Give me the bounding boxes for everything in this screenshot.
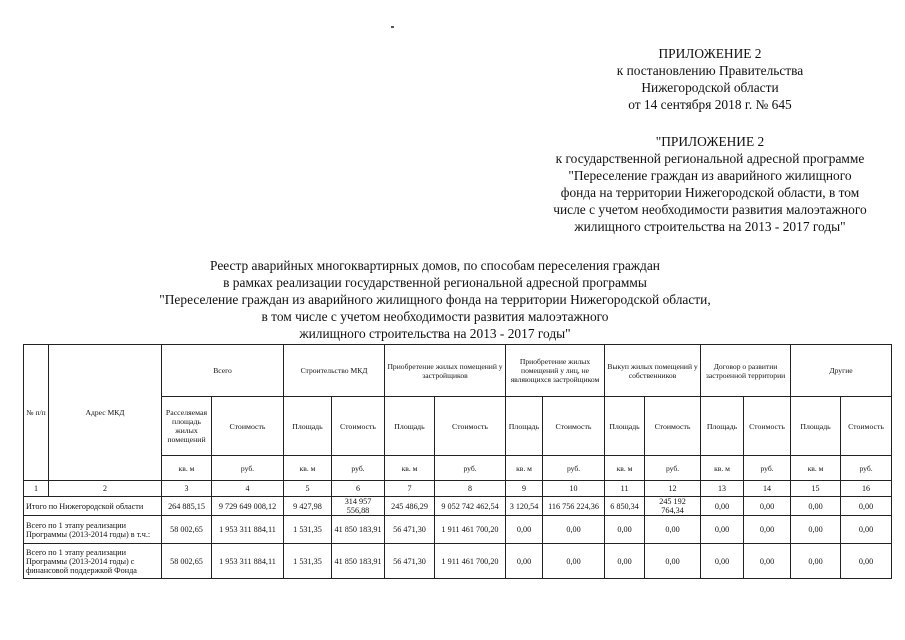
appendix-line: фонда на территории Нижегородской области, в том <box>560 185 860 200</box>
data-cell: 0,00 <box>645 516 701 544</box>
unit-cell: кв. м <box>605 456 645 481</box>
title-line: в рамках реализации государственной региональной адресной программы <box>223 275 647 290</box>
data-cell: 56 471,30 <box>385 544 435 579</box>
table-row <box>24 497 892 516</box>
column-number-cell: 5 <box>284 481 332 497</box>
data-cell: 0,00 <box>701 544 744 579</box>
subheader-cell: Стоимость <box>645 397 701 456</box>
column-number-cell: 15 <box>791 481 841 497</box>
title-line: Реестр аварийных многоквартирных домов, по способам переселения граждан <box>210 258 660 273</box>
data-cell: 0,00 <box>506 516 543 544</box>
data-cell: 1 953 311 884,11 <box>212 516 284 544</box>
data-cell: 0,00 <box>791 516 841 544</box>
unit-cell: кв. м <box>506 456 543 481</box>
data-cell: 58 002,65 <box>162 544 212 579</box>
subheader-cell: Стоимость <box>332 397 385 456</box>
appendix-header-resolution <box>560 45 860 113</box>
group-header: Выкуп жилых помещений у собственников <box>605 345 701 397</box>
data-cell: 0,00 <box>791 497 841 516</box>
appendix-line: числе с учетом необходимости развития малоэтажного <box>553 202 867 217</box>
unit-cell: кв. м <box>791 456 841 481</box>
unit-cell: руб. <box>212 456 284 481</box>
group-header: Приобретение жилых помещений у лиц, не являющихся застройщиком <box>506 345 605 397</box>
data-cell: 0,00 <box>744 497 791 516</box>
data-cell: 0,00 <box>744 544 791 579</box>
column-number-cell: 9 <box>506 481 543 497</box>
subheader-cell: Площадь <box>385 397 435 456</box>
data-cell: 6 850,34 <box>605 497 645 516</box>
unit-cell: руб. <box>744 456 791 481</box>
data-cell: 3 120,54 <box>506 497 543 516</box>
group-header: Приобретение жилых помещений у застройщиков <box>385 345 506 397</box>
column-number-cell: 14 <box>744 481 791 497</box>
data-cell: 0,00 <box>841 516 892 544</box>
data-cell: 41 850 183,91 <box>332 544 385 579</box>
unit-cell: руб. <box>645 456 701 481</box>
column-number-cell: 3 <box>162 481 212 497</box>
group-header: Другие <box>791 345 892 397</box>
data-cell: 41 850 183,91 <box>332 516 385 544</box>
unit-cell: руб. <box>332 456 385 481</box>
group-header: Строительство МКД <box>284 345 385 397</box>
data-cell: 9 052 742 462,54 <box>435 497 506 516</box>
data-cell: 116 756 224,36 <box>543 497 605 516</box>
column-number-cell: 2 <box>49 481 162 497</box>
data-cell: 1 953 311 884,11 <box>212 544 284 579</box>
data-cell: 0,00 <box>605 516 645 544</box>
subheader-cell: Площадь <box>506 397 543 456</box>
data-cell: 58 002,65 <box>162 516 212 544</box>
data-cell: 0,00 <box>506 544 543 579</box>
data-cell: 1 531,35 <box>284 544 332 579</box>
table-column-numbers-row <box>24 481 892 497</box>
unit-cell: руб. <box>435 456 506 481</box>
subheader-cell: Стоимость <box>744 397 791 456</box>
data-cell: 0,00 <box>645 544 701 579</box>
subheader-cell: Площадь <box>791 397 841 456</box>
data-cell: 314 957 556,88 <box>332 497 385 516</box>
column-number-cell: 12 <box>645 481 701 497</box>
appendix-line: ПРИЛОЖЕНИЕ 2 <box>658 46 762 61</box>
scan-speck <box>391 26 394 28</box>
data-cell: 56 471,30 <box>385 516 435 544</box>
subheader-cell: Площадь <box>701 397 744 456</box>
data-cell: 0,00 <box>605 544 645 579</box>
appendix-line: к постановлению Правительства <box>616 63 804 78</box>
data-cell: 264 885,15 <box>162 497 212 516</box>
data-cell: 0,00 <box>701 516 744 544</box>
data-cell: 245 192 764,34 <box>645 497 701 516</box>
unit-cell: руб. <box>543 456 605 481</box>
data-cell: 9 729 649 008,12 <box>212 497 284 516</box>
title-line: "Переселение граждан из аварийного жилищного фонда на территории Нижегородской области, <box>159 292 711 307</box>
data-cell: 0,00 <box>744 516 791 544</box>
data-cell: 0,00 <box>841 497 892 516</box>
unit-cell: кв. м <box>385 456 435 481</box>
appendix-line: "Переселение граждан из аварийного жилищного <box>568 168 852 183</box>
data-cell: 0,00 <box>841 544 892 579</box>
column-number-cell: 11 <box>605 481 645 497</box>
column-number-cell: 8 <box>435 481 506 497</box>
appendix-header-program <box>515 133 905 235</box>
column-number-cell: 7 <box>385 481 435 497</box>
subheader-cell: Площадь <box>605 397 645 456</box>
column-number-cell: 6 <box>332 481 385 497</box>
table-row <box>24 516 892 544</box>
group-header: Договор о развитии застроенной территории <box>701 345 791 397</box>
table-row <box>24 544 892 579</box>
data-cell: 9 427,98 <box>284 497 332 516</box>
column-number-cell: 16 <box>841 481 892 497</box>
data-cell: 1 531,35 <box>284 516 332 544</box>
data-cell: 1 911 461 700,20 <box>435 544 506 579</box>
unit-cell: кв. м <box>284 456 332 481</box>
subheader-cell: Расселяемая площадь жилых помещений <box>162 397 212 456</box>
column-number-cell: 1 <box>24 481 49 497</box>
appendix-line: Нижегородской области <box>641 80 779 95</box>
table-header-row <box>24 345 892 397</box>
registry-title <box>135 257 735 342</box>
appendix-line: "ПРИЛОЖЕНИЕ 2 <box>655 134 765 149</box>
unit-cell: кв. м <box>162 456 212 481</box>
registry-table <box>23 344 892 579</box>
data-cell: 0,00 <box>543 516 605 544</box>
data-cell: 245 486,29 <box>385 497 435 516</box>
unit-cell: кв. м <box>701 456 744 481</box>
appendix-line: к государственной региональной адресной программе <box>555 151 865 166</box>
subheader-cell: Стоимость <box>435 397 506 456</box>
subheader-cell: Площадь <box>284 397 332 456</box>
subheader-cell: Стоимость <box>543 397 605 456</box>
subheader-cell: Стоимость <box>212 397 284 456</box>
group-header: Всего <box>162 345 284 397</box>
data-cell: 0,00 <box>791 544 841 579</box>
row-label: Всего по 1 этапу реализации Программы (2013-2014 годы) с финансовой поддержкой Фонда <box>24 544 162 579</box>
data-cell: 0,00 <box>543 544 605 579</box>
row-label: Всего по 1 этапу реализации Программы (2013-2014 годы) в т.ч.: <box>24 516 162 544</box>
title-line: в том числе с учетом необходимости развития малоэтажного <box>261 309 609 324</box>
col-address-header: Адрес МКД <box>49 345 162 481</box>
col-number-header: № п/п <box>24 345 49 481</box>
appendix-line: жилищного строительства на 2013 - 2017 годы" <box>574 219 846 234</box>
title-line: жилищного строительства на 2013 - 2017 годы" <box>299 326 571 341</box>
data-cell: 0,00 <box>701 497 744 516</box>
subheader-cell: Стоимость <box>841 397 892 456</box>
column-number-cell: 10 <box>543 481 605 497</box>
column-number-cell: 4 <box>212 481 284 497</box>
row-label: Итого по Нижегородской области <box>24 497 162 516</box>
data-cell: 1 911 461 700,20 <box>435 516 506 544</box>
column-number-cell: 13 <box>701 481 744 497</box>
appendix-line: от 14 сентября 2018 г. № 645 <box>628 97 792 112</box>
unit-cell: руб. <box>841 456 892 481</box>
